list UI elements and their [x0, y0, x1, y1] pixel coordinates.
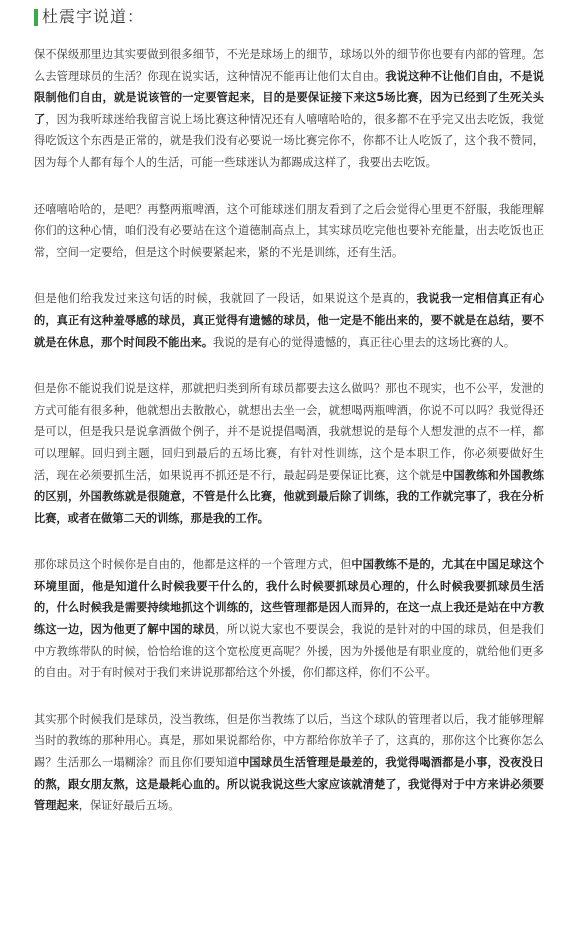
- paragraph-2-run-1: 还嘻嘻哈哈的，是吧？再整两瓶啤酒，这个可能球迷们朋友看到了之后会觉得心里更不舒服，我能理解你们的这种心情，咱们没有必要站在这个道德制高点上，其实球员吃完他也要补充能量，出去吃饭也正常，空间一定要给，但是这个时候要紧起来，紧的不光是训练，还有生活。: [34, 202, 544, 259]
- paragraph-3-run-3: 我说的是有心的觉得遗憾的，真正往心里去的这场比赛的人。: [213, 335, 516, 349]
- paragraph-6: [34, 709, 544, 817]
- paragraph-1-run-1: 保不保级那里边其实要做到很多细节，不光是球场上的细节，球场以外的细节你也要有内部的管理。怎么去管理球员的生活？你现在说实话，这种情况不能再让他们太自由。: [34, 48, 544, 83]
- article-body: [34, 44, 544, 842]
- paragraph-5-run-1: 那你球员这个时候你是自由的，他都是这样的一个管理方式，但: [34, 558, 352, 572]
- paragraph-5-run-3: ，所以说大家也不要误会，我说的是针对的中国的球员，但是我们中方教练带队的时候，恰恰给谁的这个宽松度更高呢？外援，因为外援他是有职业度的，就给他们更多的自由。对于有时候对于我们来讲说那都给这个外援，你们都这样，你们不公平。: [34, 623, 544, 680]
- paragraph-3: [34, 288, 544, 353]
- header-title: 杜震宇说道：: [42, 7, 145, 26]
- paragraph-5: [34, 554, 544, 684]
- paragraph-1: [34, 44, 544, 174]
- paragraph-4-run-1: 但是你不能说我们说是这样，那就把归类到所有球员都要去这么做吗？那也不现实，也不公平，发泄的方式可能有很多种，他就想出去散散心，就想出去坐一会，就想喝两瓶啤酒，你说不可以吗？我觉得还是可以，但是我只是说拿酒做个例子，并不是说提倡喝酒，我就想说的是每个人想发泄的点不一样，都可以理解。回归到主题，回归到最后的五场比赛，有针对性训练，这个是本职工作，你必须要做好生活，现在必须要抓生活，如果说再不抓还是不行，最起码是要保证比赛，这个就是: [34, 382, 544, 482]
- paragraph-4: [34, 378, 544, 529]
- section-header: [34, 6, 144, 28]
- paragraph-3-run-1: 但是他们给我发过来这句话的时候，我就回了一段话，如果说这个是真的，: [34, 292, 417, 306]
- paragraph-1-run-3: ，因为我听球迷给我留言说上场比赛这种情况还有人嘻嘻哈哈的，很多都不在乎完又出去吃饭，我觉得吃饭这个东西是正常的，就是我们没有必要说一场比赛完你不，你都不让人吃饭了，这个我不赞同，因为每个人都有每个人的生活，可能一些球迷认为都踢成这样了，我要出去吃饭。: [34, 112, 544, 169]
- paragraph-4-run-2: 中国教练和外国教练的区别，外国教练就是很随意，不管是什么比赛，他就到最后除了训练，我的工作就完事了，我在分析比赛，或者在做第二天的训练，那是我的工作。: [34, 468, 544, 525]
- paragraph-1-run-2: 我说这种不让他们自由，不是说限制他们自由，就是说该管的一定要管起来，目的是要保证接下来这5场比赛，因为已经到了生死关头了: [34, 69, 544, 126]
- paragraph-5-run-2: 中国教练不是的，尤其在中国足球这个环境里面，他是知道什么时候我要干什么的，我什么时候要抓球员心理的，什么时候我要抓球员生活的，什么时候我是需要持续地抓这个训练的，这些管理都是因人而异的，在这一点上我还是站在中方教练这一边，因为他更了解中国的球员: [34, 558, 544, 637]
- paragraph-2: [34, 199, 544, 264]
- paragraph-6-run-3: ，保证好最后五场。: [78, 799, 180, 813]
- paragraph-6-run-2: 中国球员生活管理是最差的，我觉得喝酒都是小事，没夜没日的熬，跟女朋友熬，这是最耗心血的。所以说我说这些大家应该就清楚了，我觉得对于中方来讲必须要管理起来: [34, 756, 544, 813]
- paragraph-3-run-2: 我说我一定相信真正有心的，真正有这种羞辱感的球员，真正觉得有遗憾的球员，他一定是不能出来的，要不就是在总结，要不就是在休息，那个时间段不能出来。: [34, 292, 544, 349]
- header-accent-bar: [34, 9, 38, 26]
- paragraph-6-run-1: 其实那个时候我们是球员，没当教练，但是你当教练了以后，当这个球队的管理者以后，我才能够理解当时的教练的那种用心。真是，那如果说都给你，中方都给你放羊子了，这真的，那你这个比赛你怎么踢？生活那么一塌糊涂？而且你们要知道: [34, 712, 544, 770]
